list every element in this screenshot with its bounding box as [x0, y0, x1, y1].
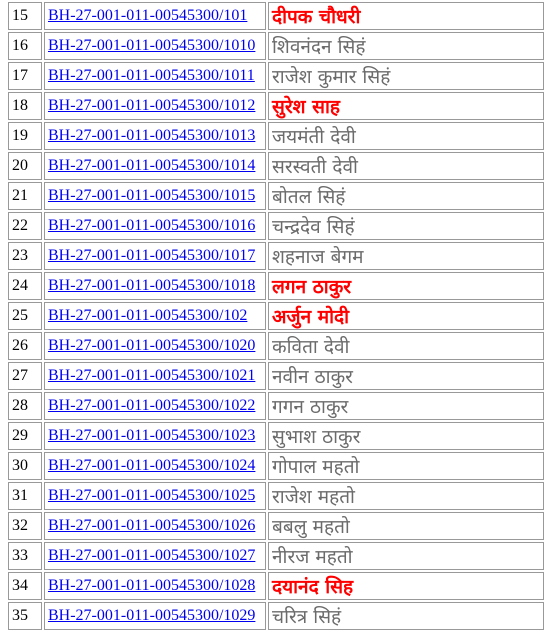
account-link[interactable]: BH-27-001-011-00545300/1015: [48, 187, 256, 204]
account-link[interactable]: BH-27-001-011-00545300/1024: [48, 457, 256, 474]
beneficiary-name-cell: दयानंद सिह: [268, 572, 544, 600]
account-cell: [44, 542, 266, 570]
account-link[interactable]: BH-27-001-011-00545300/1025: [48, 487, 256, 504]
beneficiary-name-cell: नवीन ठाकुर: [268, 362, 544, 390]
account-link[interactable]: BH-27-001-011-00545300/101: [48, 7, 248, 24]
serial-number-cell: 32: [8, 512, 42, 540]
table-row: [8, 242, 544, 270]
beneficiary-table: [6, 0, 546, 632]
beneficiary-name-cell: सुरेश साह: [268, 92, 544, 120]
beneficiary-name-cell: बबलु महतो: [268, 512, 544, 540]
table-row: [8, 602, 544, 630]
account-link[interactable]: BH-27-001-011-00545300/102: [48, 307, 248, 324]
table-row: [8, 302, 544, 330]
account-link[interactable]: BH-27-001-011-00545300/1020: [48, 337, 256, 354]
table-row: [8, 272, 544, 300]
table-row: [8, 542, 544, 570]
serial-number-cell: 25: [8, 302, 42, 330]
table-row: [8, 362, 544, 390]
table-row: [8, 452, 544, 480]
account-cell: [44, 32, 266, 60]
account-link[interactable]: BH-27-001-011-00545300/1016: [48, 217, 256, 234]
serial-number-cell: 18: [8, 92, 42, 120]
beneficiary-name-cell: राजेश कुमार सिहं: [268, 62, 544, 90]
serial-number-cell: 16: [8, 32, 42, 60]
beneficiary-name-cell: अर्जुन मोदी: [268, 302, 544, 330]
account-link[interactable]: BH-27-001-011-00545300/1018: [48, 277, 256, 294]
account-link[interactable]: BH-27-001-011-00545300/1011: [48, 67, 255, 84]
beneficiary-name-cell: नीरज महतो: [268, 542, 544, 570]
table-row: [8, 512, 544, 540]
account-cell: [44, 602, 266, 630]
beneficiary-name-cell: चरित्र सिहं: [268, 602, 544, 630]
serial-number-cell: 34: [8, 572, 42, 600]
serial-number-cell: 23: [8, 242, 42, 270]
serial-number-cell: 21: [8, 182, 42, 210]
beneficiary-name-cell: गगन ठाकुर: [268, 392, 544, 420]
beneficiary-name-cell: लगन ठाकुर: [268, 272, 544, 300]
beneficiary-name-cell: सुभाश ठाकुर: [268, 422, 544, 450]
serial-number-cell: 27: [8, 362, 42, 390]
table-row: [8, 392, 544, 420]
account-link[interactable]: BH-27-001-011-00545300/1023: [48, 427, 256, 444]
account-link[interactable]: BH-27-001-011-00545300/1029: [48, 607, 256, 624]
serial-number-cell: 29: [8, 422, 42, 450]
account-cell: [44, 62, 266, 90]
account-cell: [44, 452, 266, 480]
table-row: [8, 2, 544, 30]
account-link[interactable]: BH-27-001-011-00545300/1027: [48, 547, 256, 564]
serial-number-cell: 35: [8, 602, 42, 630]
beneficiary-name-cell: कविता देवी: [268, 332, 544, 360]
account-cell: [44, 362, 266, 390]
account-cell: [44, 212, 266, 240]
table-body: [8, 2, 544, 630]
account-cell: [44, 182, 266, 210]
account-cell: [44, 152, 266, 180]
beneficiary-name-cell: गोपाल महतो: [268, 452, 544, 480]
serial-number-cell: 17: [8, 62, 42, 90]
table-row: [8, 182, 544, 210]
beneficiary-name-cell: जयमंती देवी: [268, 122, 544, 150]
account-cell: [44, 332, 266, 360]
beneficiary-name-cell: शहनाज बेगम: [268, 242, 544, 270]
table-row: [8, 212, 544, 240]
beneficiary-name-cell: राजेश महतो: [268, 482, 544, 510]
beneficiary-name-cell: बोतल सिहं: [268, 182, 544, 210]
table-row: [8, 572, 544, 600]
account-cell: [44, 2, 266, 30]
serial-number-cell: 20: [8, 152, 42, 180]
beneficiary-name-cell: दीपक चौधरी: [268, 2, 544, 30]
table-row: [8, 422, 544, 450]
serial-number-cell: 33: [8, 542, 42, 570]
serial-number-cell: 15: [8, 2, 42, 30]
serial-number-cell: 28: [8, 392, 42, 420]
beneficiary-name-cell: शिवनंदन सिहं: [268, 32, 544, 60]
table-row: [8, 152, 544, 180]
account-cell: [44, 122, 266, 150]
account-cell: [44, 242, 266, 270]
account-link[interactable]: BH-27-001-011-00545300/1022: [48, 397, 256, 414]
table-row: [8, 32, 544, 60]
account-cell: [44, 92, 266, 120]
account-link[interactable]: BH-27-001-011-00545300/1017: [48, 247, 256, 264]
account-link[interactable]: BH-27-001-011-00545300/1010: [48, 37, 256, 54]
account-link[interactable]: BH-27-001-011-00545300/1013: [48, 127, 256, 144]
account-link[interactable]: BH-27-001-011-00545300/1014: [48, 157, 256, 174]
account-link[interactable]: BH-27-001-011-00545300/1021: [48, 367, 256, 384]
table-row: [8, 122, 544, 150]
beneficiary-name-cell: सरस्वती देवी: [268, 152, 544, 180]
table-row: [8, 92, 544, 120]
account-cell: [44, 272, 266, 300]
account-cell: [44, 392, 266, 420]
table-row: [8, 62, 544, 90]
serial-number-cell: 19: [8, 122, 42, 150]
account-link[interactable]: BH-27-001-011-00545300/1012: [48, 97, 256, 114]
account-cell: [44, 482, 266, 510]
table-row: [8, 332, 544, 360]
serial-number-cell: 31: [8, 482, 42, 510]
account-cell: [44, 572, 266, 600]
serial-number-cell: 26: [8, 332, 42, 360]
beneficiary-name-cell: चन्द्रदेव सिहं: [268, 212, 544, 240]
account-link[interactable]: BH-27-001-011-00545300/1026: [48, 517, 256, 534]
serial-number-cell: 24: [8, 272, 42, 300]
serial-number-cell: 22: [8, 212, 42, 240]
account-link[interactable]: BH-27-001-011-00545300/1028: [48, 577, 256, 594]
account-cell: [44, 302, 266, 330]
serial-number-cell: 30: [8, 452, 42, 480]
table-row: [8, 482, 544, 510]
account-cell: [44, 512, 266, 540]
account-cell: [44, 422, 266, 450]
